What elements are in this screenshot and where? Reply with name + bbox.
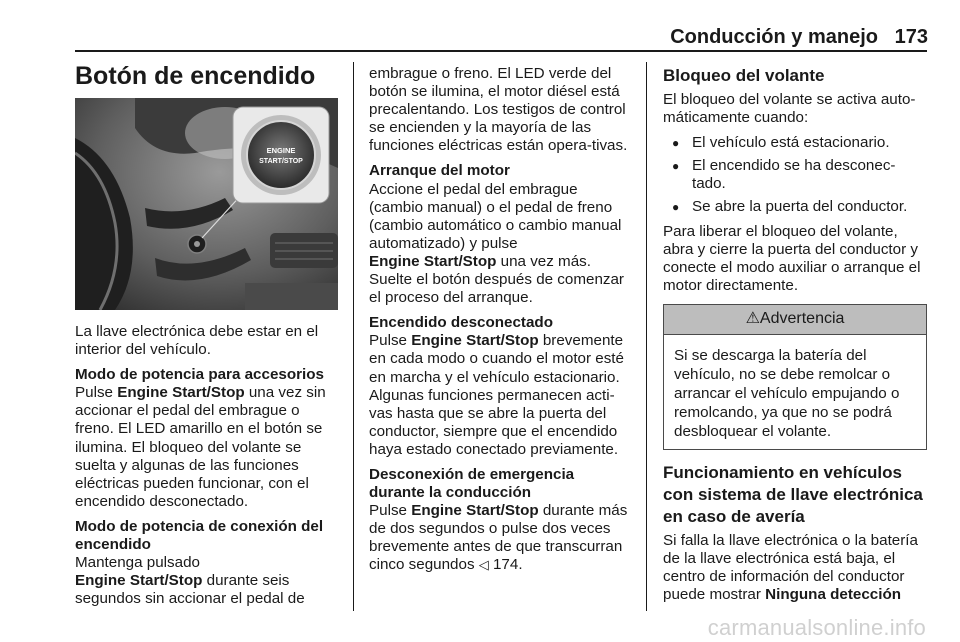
watermark: carmanualsonline.info: [707, 615, 926, 640]
no-detection-message: Ninguna detección: [765, 586, 902, 604]
list-item: ● El encendido se ha desconec-tado.: [663, 157, 927, 193]
steering-lock-conditions: [663, 134, 927, 216]
warning-body: Si se descarga la batería del vehículo, no se debe remolcar o arrancar el vehículo empujando o remolcando, ya que no se podrá desbloquear el volante.: [674, 347, 900, 441]
button-label-line1: ENGINE: [266, 146, 296, 155]
column-2: [369, 65, 633, 582]
warning-title: Advertencia: [759, 309, 845, 327]
column-divider: [353, 62, 354, 611]
ignition-mode-paragraph: Mantenga pulsado Engine Start/Stop durante seis segundos sin accionar el pedal de: [75, 554, 305, 608]
triangle-reference-icon[interactable]: ◁: [478, 557, 489, 573]
steering-lock-intro: El bloqueo del volante se activa auto-máticamente cuando:: [663, 91, 916, 127]
subheading-steering-lock: Bloqueo del volante: [663, 66, 825, 85]
engine-start-stop-term: Engine Start/Stop: [411, 332, 539, 350]
running-title: Conducción y manejo: [670, 26, 878, 48]
subheading-key-failure: Funcionamiento en vehículos con sistema de llave electrónica en caso de avería: [663, 463, 923, 527]
accessory-mode-paragraph: Pulse Engine Start/Stop una vez sin accionar el pedal del embrague o freno. El LED amarillo en el botón se ilumina. El bloqueo del volante se suelta y algunas de las funciones eléctricas pueden funcionar, con el encendido desconectado.: [75, 384, 326, 510]
ignition-off-paragraph: Pulse Engine Start/Stop brevemente en cada modo o cuando el motor esté en marcha y el vehículo estacionario. Algunas funciones permanecen acti-vas hasta que se abre la puerta del conductor, siempre que el encendido haya estado conectado previamente.: [369, 332, 624, 458]
key-failure-paragraph: Si falla la llave electrónica o la batería de la llave electrónica está baja, el centro de información del conductor puede mostrar Ninguna detección: [663, 532, 918, 604]
emergency-shutoff-paragraph: Pulse Engine Start/Stop durante más de dos segundos o pulse dos veces brevemente antes de que transcurran cinco segundos ◁ 174.: [369, 502, 628, 574]
list-item: ● Se abre la puerta del conductor.: [663, 198, 927, 216]
warning-box: [663, 304, 927, 450]
intro-paragraph: La llave electrónica debe estar en el interior del vehículo.: [75, 323, 319, 359]
subheading-engine-start: Arranque del motor: [369, 162, 510, 180]
engine-start-stop-term: Engine Start/Stop: [369, 252, 497, 270]
engine-start-stop-term: Engine Start/Stop: [117, 384, 245, 402]
engine-start-stop-photo: [75, 98, 338, 310]
subheading-ignition-off: Encendido desconectado: [369, 314, 553, 332]
subheading-ignition-mode: Modo de potencia de conexión del encendido: [75, 517, 324, 554]
section-title: Botón de encendido: [75, 62, 316, 90]
list-item: ● El vehículo está estacionario.: [663, 134, 927, 152]
page-reference-link[interactable]: 174.: [488, 556, 523, 574]
steering-lock-release-paragraph: Para liberar el bloqueo del volante, abra y cierre la puerta del conductor y conecte el modo auxiliar o arranque el motor directamente.: [663, 222, 921, 294]
subheading-emergency-shutoff: Desconexión de emergencia durante la conducción: [369, 465, 575, 502]
button-label-line2: START/STOP: [259, 158, 303, 165]
engine-start-stop-term: Engine Start/Stop: [75, 572, 203, 590]
column-divider: [646, 62, 647, 611]
continued-paragraph: embrague o freno. El LED verde del botón se ilumina, el motor diésel está precalentando. Los testigos de control se encienden y la mayoría de las funciones eléctricas están opera-tivas.: [369, 65, 628, 155]
page-number: 173: [894, 26, 928, 48]
engine-start-paragraph: Accione el pedal del embrague (cambio manual) o el pedal de freno (cambio automático o cambio manual automatizado) y pulse Engine Start/Stop una vez más. Suelte el botón después de comenzar el proceso del arranque.: [369, 180, 624, 307]
subheading-accessory-mode: Modo de potencia para accesorios: [75, 366, 324, 384]
header-rule: [75, 50, 927, 52]
engine-start-stop-term: Engine Start/Stop: [411, 502, 539, 520]
warning-triangle-icon: ⚠: [745, 309, 760, 327]
column-3: [663, 65, 927, 611]
warning-header: [664, 305, 926, 335]
column-1: [75, 323, 340, 615]
